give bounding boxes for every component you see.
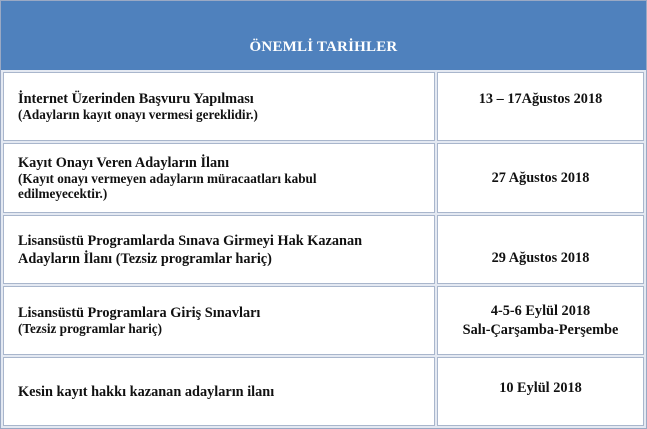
event-days: Salı-Çarşamba-Perşembe [462,321,619,338]
event-date: 27 Ağustos 2018 [491,169,590,186]
event-note: (Kayıt onayı vermeyen adayların müracaatları kabul edilmeyecektir.) [18,171,317,201]
event-title: Lisansüstü Programlara Giriş Sınavları [18,305,261,321]
event-date: 29 Ağustos 2018 [491,250,590,266]
event-title: Kesin kayıt hakkı kazanan adayların ilanı [18,383,275,400]
table-row [3,286,644,355]
event-title: Lisansüstü Programlarda Sınava Girmeyi Hak Kazanan Adayların İlanı (Tezsiz programlar hariç) [18,232,363,267]
event-cell [3,215,435,284]
date-cell [437,215,644,284]
table-row [3,143,644,213]
event-note: (Tezsiz programlar hariç) [18,321,163,336]
event-date: 4-5-6 Eylül 2018 [490,302,591,319]
event-date: 10 Eylül 2018 [499,380,582,396]
date-cell [437,286,644,355]
event-cell [3,286,435,355]
table-row [3,357,644,426]
table-title-text: ÖNEMLİ TARİHLER [249,39,398,55]
table-row [3,72,644,141]
date-cell [437,357,644,426]
event-cell [3,72,435,141]
event-title: Kayıt Onayı Veren Adayların İlanı [18,155,230,171]
table-row [3,215,644,284]
event-cell [3,143,435,213]
event-cell [3,357,435,426]
date-cell [437,72,644,141]
event-date: 13 – 17Ağustos 2018 [478,91,603,107]
event-note: (Adayların kayıt onayı vermesi gereklidir.) [18,107,258,122]
table-title [1,1,646,70]
date-cell [437,143,644,213]
event-title: İnternet Üzerinden Başvuru Yapılması [18,91,254,107]
